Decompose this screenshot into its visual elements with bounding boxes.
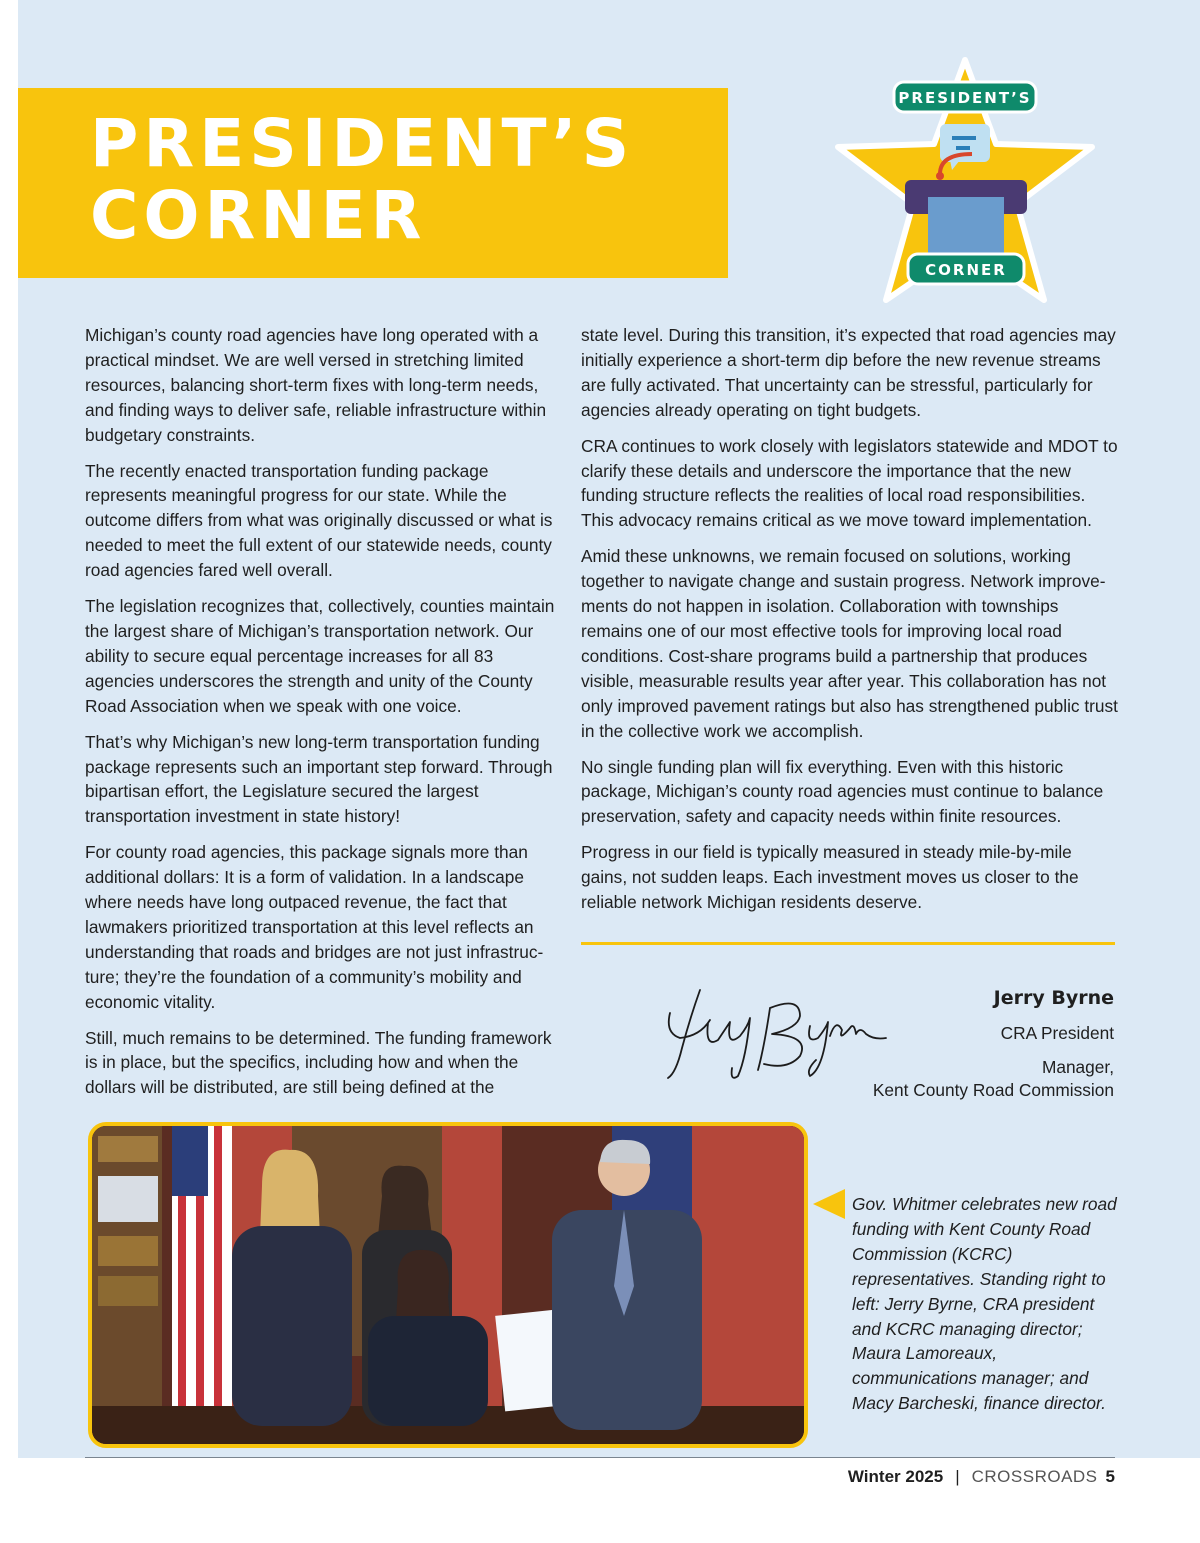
footer-rule: [85, 1457, 1115, 1458]
article-paragraph: Still, much remains to be determined. The funding framework is in place, but the specifics, including how and when the dollars will be distributed, are still being defined at the: [85, 1027, 552, 1098]
article-paragraph: For county road agencies, this package signals more than additional dollars: It is a form of validation. In a landscape where needs have long outpaced revenue, the fact that lawmakers prioritized transportation at this level reflects an understanding that roads and bridges are not just infrastructure; they’re the foundation of a community’s mobility and economic vitality.: [85, 842, 544, 1012]
footer-separator: |: [955, 1467, 960, 1486]
photo: [88, 1122, 808, 1448]
signoff-divider: [581, 942, 1115, 945]
article-paragraph: Amid these unknowns, we remain focused on solutions, working together to navigate change and sustain progress. Network improvements do not happen in isolation. Collaboration with townships remains one of our most effective tools for improving local road conditions. Cost-share programs build a partnership that produces visible, measurable results year after year. This collaboration has not only improved pavement ratings but also has strengthened public trust in the collective work we accomplish.: [581, 546, 1118, 741]
podium-star-icon: [830, 52, 1100, 308]
article-paragraph: CRA continues to work closely with legislators statewide and MDOT to clarify these details and underscore the importance that the new funding structure reflects the realities of local road responsibilities. This advocacy remains critical as we move toward implementation.: [581, 435, 1118, 531]
author-role: Manager,: [1041, 1057, 1114, 1077]
photo-caption: Gov. Whitmer celebrates new road funding with Kent County Road Commission (KCRC) representatives. Standing right to left: Jerry Byrne, CRA president and KCRC managing director; Maura Lamoreaux, communications manager; and Macy Barcheski, finance director.: [852, 1194, 1117, 1414]
handwritten-signature: [660, 978, 890, 1088]
badge-top-label: PRESIDENT’S: [898, 89, 1032, 107]
page-title-line-1: PRESIDENT’S: [90, 105, 635, 182]
article-paragraph: The legislation recognizes that, collectively, counties maintain the largest share of Michigan’s transportation network. Our ability to secure equal percentage increases for all 83 agencies underscores the strength and unity of the County Road Association when we speak with one voice.: [85, 596, 555, 716]
footer-issue: Winter 2025: [847, 1467, 944, 1486]
article-paragraph: No single funding plan will fix everything. Even with this historic package, Michigan’s county road agencies must continue to balance preservation, safety and capacity needs within finite resources.: [581, 756, 1104, 827]
article-column-left: [85, 323, 555, 1111]
article-paragraph: Progress in our field is typically measured in steady mile-by-mile gains, not sudden leaps. Each investment moves us closer to the reliable network Michigan residents deserve.: [581, 842, 1079, 913]
article-column-right: [581, 323, 1121, 926]
presidents-corner-badge: [830, 52, 1100, 308]
page-title-line-2: CORNER: [90, 177, 427, 254]
badge-bottom-label: CORNER: [925, 261, 1007, 279]
page-footer: [848, 1467, 1115, 1487]
page-number: 5: [1105, 1467, 1115, 1486]
author-name: Jerry Byrne: [993, 987, 1114, 1009]
caption-pointer: [813, 1189, 845, 1219]
article-paragraph: That’s why Michigan’s new long-term transportation funding package represents such an important step forward. Through bipartisan effort, the Legislature secured the largest transportation investment in state history!: [85, 731, 553, 827]
footer-magazine: CROSSROADS: [971, 1467, 1098, 1486]
author-organization: Kent County Road Commission: [872, 1080, 1114, 1100]
author-title: CRA President: [1000, 1023, 1114, 1043]
article-paragraph: Michigan’s county road agencies have long operated with a practical mindset. We are well versed in stretching limited resources, balancing short-term fixes with long-term needs, and finding ways to deliver safe, reliable infrastructure within budgetary constraints.: [85, 325, 547, 445]
article-paragraph: state level. During this transition, it’s expected that road agencies may initially experience a short-term dip before the new revenue streams are fully activated. That uncertainty can be stressful, particularly for agencies already operating on tight budgets.: [581, 325, 1116, 420]
article-paragraph: The recently enacted transportation funding package represents meaningful progress for our state. While the outcome differs from what was originally discussed or what is needed to meet the full extent of our statewide needs, county road agencies fared well overall.: [85, 460, 553, 581]
